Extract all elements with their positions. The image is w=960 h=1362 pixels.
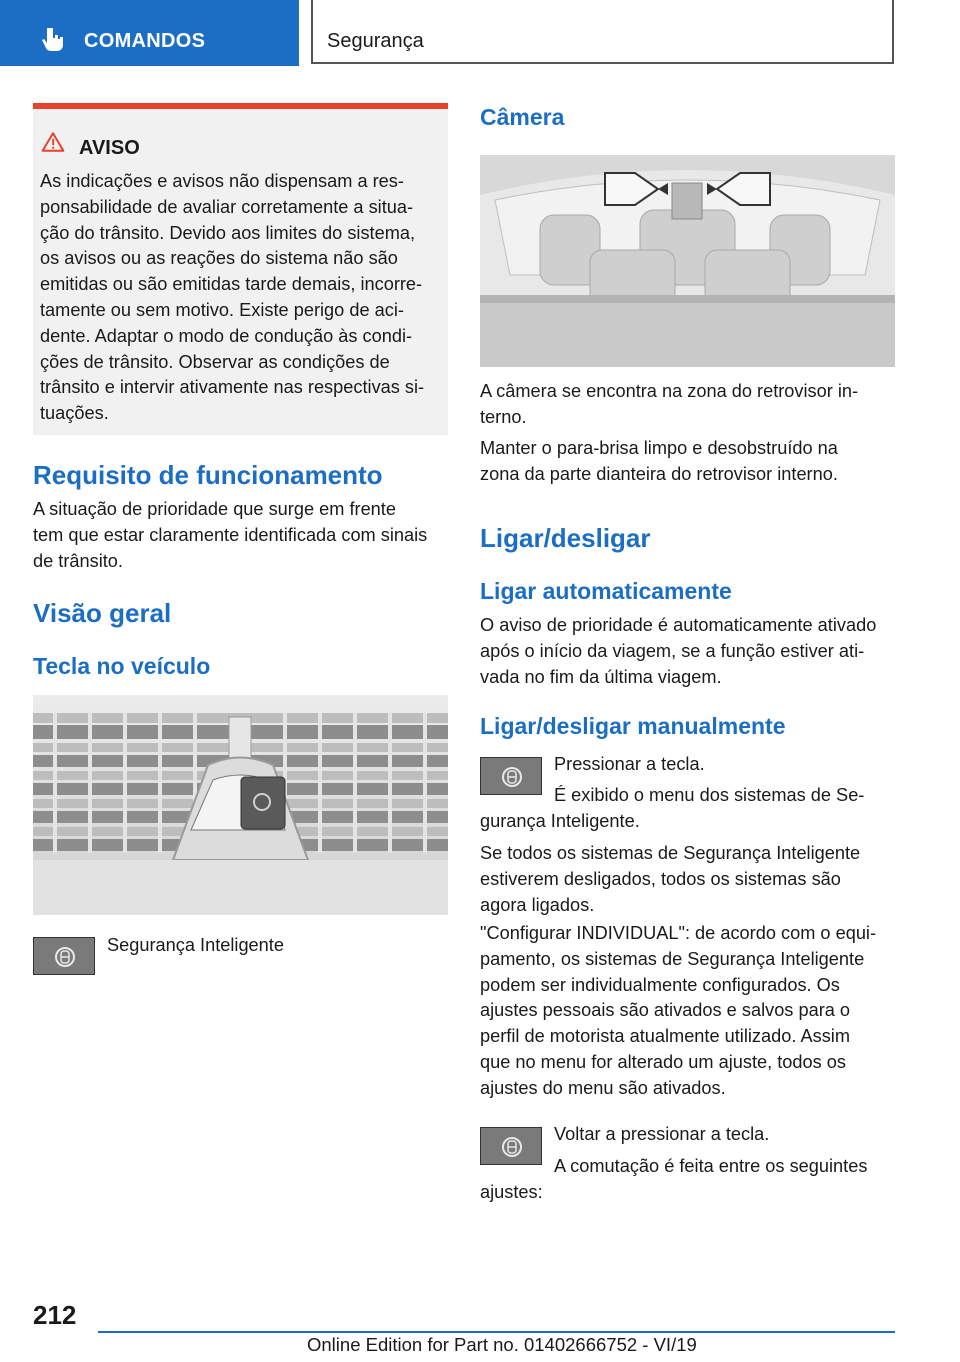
- topic-title: Segurança: [327, 30, 424, 52]
- heading-manual-on-off: Ligar/desligar manualmente: [480, 713, 786, 739]
- footer-edition: Online Edition for Part no. 01402666752 - VI/19: [307, 1334, 697, 1355]
- warning-title: AVISO: [79, 137, 140, 159]
- menu-shown-text: É exibido o menu dos sistemas de Se- gurança Inteligente.: [480, 785, 865, 831]
- all-off-text: Se todos os sistemas de Segurança Inteligente estiverem desligados, todos os sistemas são agora ligados.: [480, 843, 861, 915]
- intelligent-safety-button-icon: [33, 937, 95, 975]
- warning-text: As indicações e avisos não dispensam a res- ponsabilidade de avaliar corretamente a situa- ção do trânsito. Devido aos limites do sistema, os avisos ou as reações do sistema não são emitidas ou são emitidas tarde demais, incorre- tamente ou sem motivo. Existe perigo de aci- dente. Adaptar o modo de condução às condi- ções de trânsito. Observar as condições de trânsito e intervir ativamente nas respectivas si- tuações.: [40, 171, 425, 424]
- configure-individual-text: "Configurar INDIVIDUAL": de acordo com o equi- pamento, os sistemas de Segurança Inteligente podem ser individualmente configurados. Os ajustes pessoais são ativados e salvos para o perfil de motorista atualmente utilizado. Assim que no menu for alterado um ajuste, todos os ajustes do menu são ativados.: [480, 923, 877, 1098]
- warning-box: [33, 103, 448, 435]
- heading-key-in-vehicle: Tecla no veículo: [33, 653, 211, 679]
- requirement-text: A situação de prioridade que surge em frente tem que estar claramente identificada com sinais de trânsito.: [33, 499, 428, 571]
- page-number: 212: [33, 1300, 77, 1330]
- camera-text-location: A câmera se encontra na zona do retrovisor in- terno.: [480, 381, 859, 427]
- footer-divider: [98, 1331, 895, 1333]
- press-again-text: Voltar a pressionar a tecla.: [554, 1124, 770, 1144]
- hand-pointer-icon: [40, 26, 66, 52]
- switch-settings-text: A comutação é feita entre os seguintes ajustes:: [480, 1156, 868, 1202]
- section-title: COMANDOS: [84, 30, 206, 52]
- auto-on-text: O aviso de prioridade é automaticamente ativado após o início da viagem, se a função estiver ati- vada no fim da última viagem.: [480, 615, 877, 687]
- vehicle-key-photo: [33, 695, 448, 915]
- heading-auto-on: Ligar automaticamente: [480, 578, 732, 604]
- topic-box: [311, 0, 894, 64]
- heading-overview: Visão geral: [33, 598, 172, 628]
- camera-text-clean: Manter o para-brisa limpo e desobstruído na zona da parte dianteira do retrovisor interno.: [480, 438, 838, 484]
- heading-requirement: Requisito de funcionamento: [33, 460, 383, 490]
- warning-triangle-icon: [41, 131, 65, 153]
- press-key-text: Pressionar a tecla.: [554, 754, 705, 774]
- section-tab: [0, 0, 299, 66]
- heading-camera: Câmera: [480, 104, 565, 130]
- heading-on-off: Ligar/desligar: [480, 523, 651, 553]
- key-label: Segurança Inteligente: [107, 935, 284, 955]
- camera-location-photo: [480, 155, 895, 367]
